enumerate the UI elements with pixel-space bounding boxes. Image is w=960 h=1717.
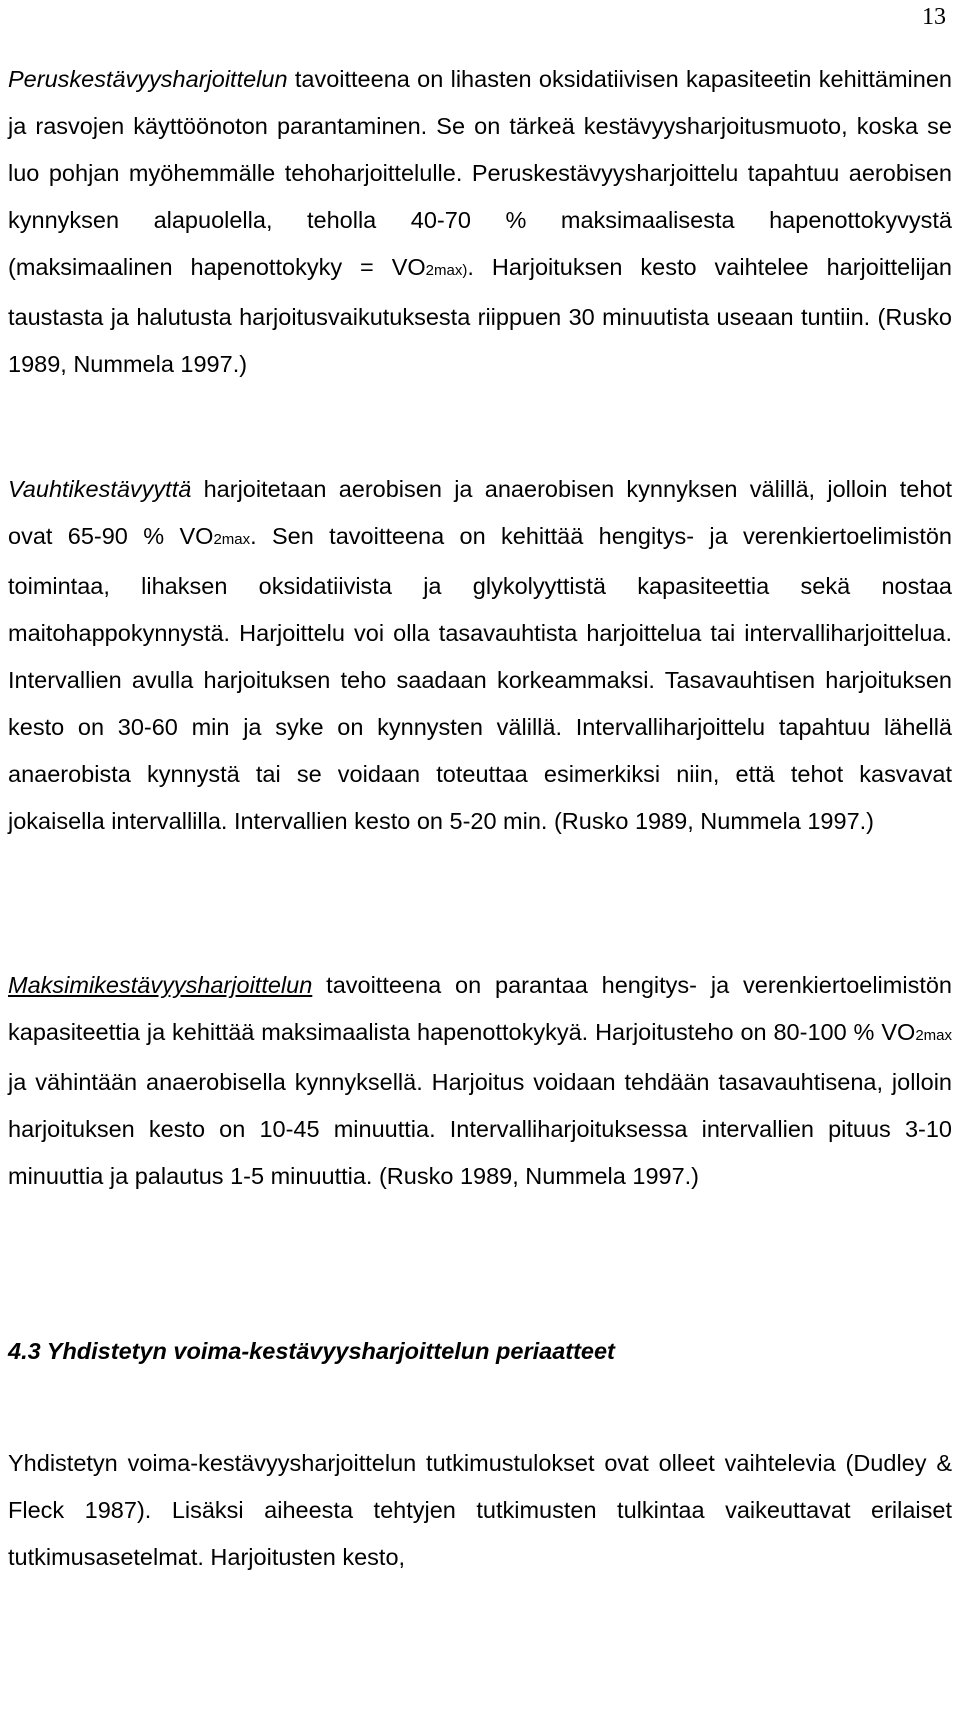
paragraph-max-endurance	[8, 962, 952, 1200]
subscript-2max: 2max	[915, 1027, 952, 1044]
paragraph-speed-endurance	[8, 466, 952, 845]
paragraph-text: harjoitetaan aerobisen ja anaerobisen kynnyksen välillä, jolloin tehot ovat 65-90 % VO	[8, 476, 952, 549]
term-basic-endurance: Peruskestävyysharjoittelun	[8, 66, 288, 92]
paragraph-text: . Sen tavoitteena on kehittää hengitys- ja verenkiertoelimistön toimintaa, lihaksen oksidatiivista ja glykolyyttistä kapasiteettia sekä nostaa maitohappokynnystä. Harjoittelu voi olla tasavauhtista harjoittelua tai intervalliharjoittelua. Intervallien avulla harjoituksen teho saadaan korkeammaksi. Tasavauhtisen harjoituksen kesto on 30-60 min ja syke on kynnysten välillä. Intervalliharjoittelu tapahtuu lähellä anaerobista kynnystä tai se voidaan toteuttaa esimerkiksi niin, että tehot kasvavat jokaisella intervallilla. Intervallien kesto on 5-20 min. (Rusko 1989, Nummela 1997.)	[8, 523, 952, 834]
term-max-endurance: Maksimikestävyysharjoittelun	[8, 972, 313, 998]
paragraph-combined-training	[8, 1440, 952, 1581]
section-heading: 4.3 Yhdistetyn voima-kestävyysharjoittelun periaatteet	[8, 1338, 615, 1364]
paragraph-text: tavoitteena on lihasten oksidatiivisen kapasiteetin kehittäminen ja rasvojen käyttöönoton parantaminen. Se on tärkeä kestävyysharjoitusmuoto, koska se luo pohjan myöhemmälle tehoharjoittelulle. Peruskestävyysharjoittelu tapahtuu aerobisen kynnyksen alapuolella, teholla 40-70 % maksimaalisesta hapenottokyvystä (maksimaalinen hapenottokyky = VO	[8, 66, 952, 280]
paragraph-text: Yhdistetyn voima-kestävyysharjoittelun tutkimustulokset ovat olleet vaihtelevia (Dudley & Fleck 1987). Lisäksi aiheesta tehtyjen tutkimusten tulkintaa vaikeuttavat erilaiset tutkimusasetelmat. Harjoitusten kesto,	[8, 1450, 952, 1570]
subscript-2max: 2max	[213, 531, 251, 548]
paragraph-text: ja vähintään anaerobisella kynnyksellä. Harjoitus voidaan tehdään tasavauhtisena, jolloin harjoituksen kesto on 10-45 minuuttia. Intervalliharjoituksessa intervallien pituus 3-10 minuuttia ja palautus 1-5 minuuttia. (Rusko 1989, Nummela 1997.)	[8, 1069, 952, 1189]
paragraph-text: . Harjoituksen kesto vaihtelee harjoittelijan taustasta ja halutusta harjoitusvaikutuksesta riippuen 30 minuutista useaan tuntiin. (Rusko 1989, Nummela 1997.)	[8, 254, 952, 377]
page-number: 13	[922, 4, 946, 30]
term-speed-endurance: Vauhtikestävyyttä	[8, 476, 192, 502]
paragraph-text: tavoitteena on parantaa hengitys- ja verenkiertoelimistön kapasiteettia ja kehittää maksimaalista hapenottokykyä. Harjoitusteho on 80-100 % VO	[8, 972, 952, 1045]
subscript-2max: 2max)	[425, 262, 468, 279]
paragraph-basic-endurance	[8, 56, 952, 388]
